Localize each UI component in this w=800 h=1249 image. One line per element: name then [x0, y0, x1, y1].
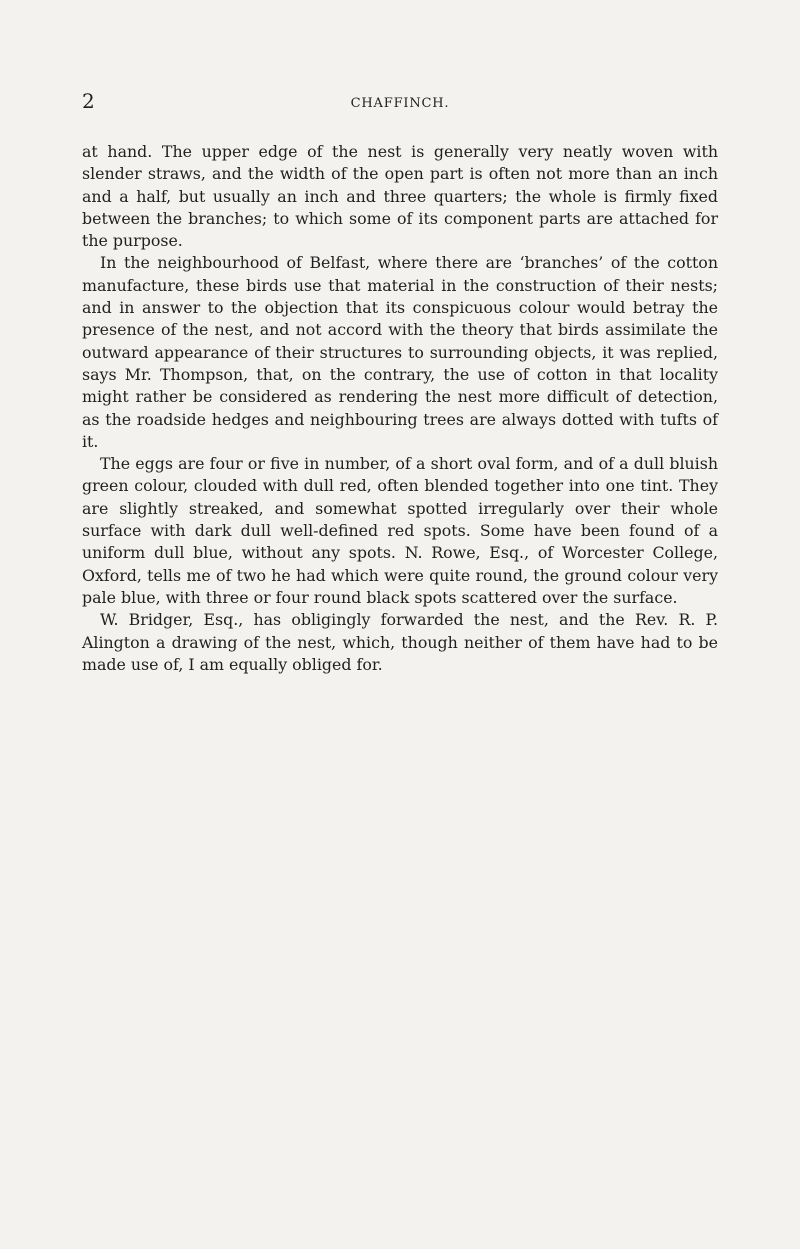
paragraph: In the neighbourhood of Belfast, where there are ‘branches’ of the cotton manufacture, these birds use that material in the construction of their nests; and in answer to the objection that its conspicuous colour would betray the presence of the nest, and not accord with the theory that birds assimilate the outward appearance of their structures to surrounding objects, it was replied, says Mr. Thompson, that, on the contrary, the use of cotton in that locality might rather be considered as rendering the nest more difficult of detection, as the roadside hedges and neighbouring trees are always dotted with tufts of it. — [82, 253, 718, 451]
running-head: CHAFFINCH. — [350, 96, 450, 111]
paragraph: W. Bridger, Esq., has obligingly forwarded the nest, and the Rev. R. P. Alington a drawing of the nest, which, though neither of them have had to be made use of, I am equally obliged for. — [82, 610, 718, 674]
page-number: 2 — [82, 89, 95, 113]
paragraph: The eggs are four or five in number, of a short oval form, and of a dull bluish green colour, clouded with dull red, often blended together into one tint. They are slightly streaked, and somewhat spotted irregularly over their whole surface with dark dull well-defined red spots. Some have been found of a uniform dull blue, without any spots. N. Rowe, Esq., of Worcester College, Oxford, tells me of two he had which were quite round, the ground colour very pale blue, with three or four round black spots scattered over the surface. — [82, 454, 718, 607]
paragraph: at hand. The upper edge of the nest is generally very neatly woven with slender straws, and the width of the open part is often not more than an inch and a half, but usually an inch and three quarters; the whole is firmly fixed between the branches; to which some of its component parts are attached for the purpose. — [82, 142, 718, 251]
page-header — [0, 0, 800, 120]
body-text — [82, 141, 718, 676]
